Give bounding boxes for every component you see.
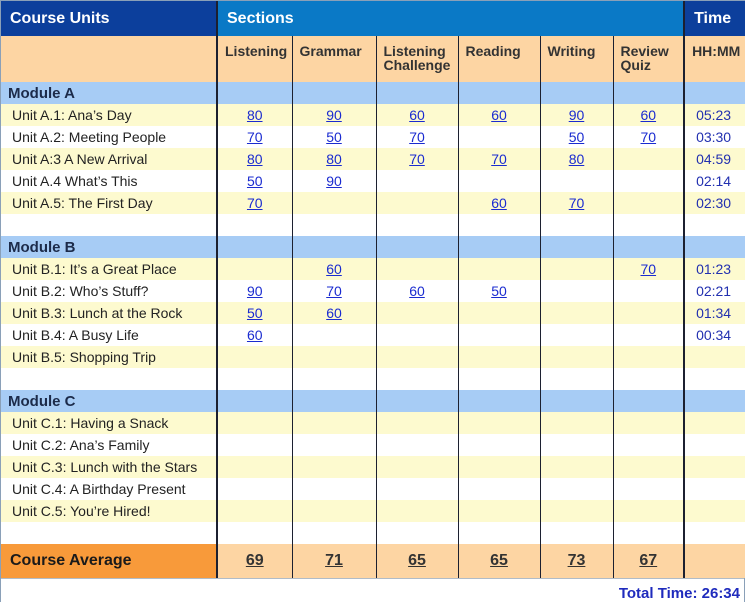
module-band-cell: [613, 236, 684, 258]
spacer-cell: [613, 522, 684, 544]
unit-time: 03:30: [684, 126, 745, 148]
score-cell: [217, 478, 292, 500]
average-value: 65: [458, 544, 540, 578]
score-cell: [540, 258, 613, 280]
spacer-cell: [292, 214, 376, 236]
header-row: [1, 1, 745, 36]
score-link[interactable]: 50: [491, 283, 507, 299]
score-cell: [217, 434, 292, 456]
score-cell: [292, 500, 376, 522]
score-link[interactable]: 60: [326, 261, 342, 277]
module-band-cell: [376, 82, 458, 104]
score-cell: [458, 434, 540, 456]
unit-time: 02:14: [684, 170, 745, 192]
score-link[interactable]: 70: [409, 151, 425, 167]
column-header-listening: Listening: [217, 36, 292, 82]
score-cell: [376, 412, 458, 434]
column-header-review-quiz: Review Quiz: [613, 36, 684, 82]
unit-row: [1, 258, 745, 280]
unit-row: [1, 302, 745, 324]
score-cell: [613, 456, 684, 478]
unit-name: Unit B.4: A Busy Life: [1, 324, 217, 346]
unit-time: 02:30: [684, 192, 745, 214]
score-cell: [613, 434, 684, 456]
score-cell: [376, 346, 458, 368]
score-cell: [613, 192, 684, 214]
score-link[interactable]: 80: [246, 107, 263, 123]
score-cell: [540, 324, 613, 346]
unit-time: [684, 412, 745, 434]
score-cell: [292, 126, 376, 148]
score-cell: [292, 434, 376, 456]
score-link[interactable]: 50: [326, 129, 342, 145]
score-cell: [292, 280, 376, 302]
score-cell: [376, 500, 458, 522]
score-cell: [540, 478, 613, 500]
unit-row: [1, 126, 745, 148]
score-link[interactable]: 60: [640, 107, 657, 123]
score-cell: [376, 456, 458, 478]
score-cell: [292, 170, 376, 192]
spacer-cell: [292, 522, 376, 544]
score-cell: [458, 324, 540, 346]
score-cell: [217, 500, 292, 522]
module-band-cell: [292, 82, 376, 104]
spacer-cell: [458, 214, 540, 236]
spacer-cell: [1, 368, 217, 390]
score-link[interactable]: 50: [246, 173, 263, 189]
spacer-row: [1, 368, 745, 390]
score-link[interactable]: 80: [326, 151, 342, 167]
column-header-reading: Reading: [458, 36, 540, 82]
score-cell: [376, 324, 458, 346]
module-band-cell: [684, 82, 745, 104]
unit-name: Unit A.2: Meeting People: [1, 126, 217, 148]
score-cell: [292, 258, 376, 280]
score-cell: [540, 500, 613, 522]
spacer-cell: [217, 214, 292, 236]
unit-name: Unit C.3: Lunch with the Stars: [1, 456, 217, 478]
score-cell: [458, 302, 540, 324]
score-link[interactable]: 80: [568, 151, 585, 167]
score-link[interactable]: 90: [326, 173, 342, 189]
module-band-cell: [684, 390, 745, 412]
module-band-cell: [684, 236, 745, 258]
score-cell: [217, 126, 292, 148]
spacer-row: [1, 522, 745, 544]
module-band-cell: [458, 236, 540, 258]
score-cell: [376, 280, 458, 302]
score-cell: [458, 104, 540, 126]
unit-time: [684, 500, 745, 522]
unit-time: 04:59: [684, 148, 745, 170]
spacer-cell: [540, 368, 613, 390]
score-cell: [458, 346, 540, 368]
spacer-cell: [458, 368, 540, 390]
spacer-cell: [217, 368, 292, 390]
unit-name: Unit A.1: Ana’s Day: [1, 104, 217, 126]
unit-row: [1, 456, 745, 478]
module-band-cell: [217, 390, 292, 412]
module-band-cell: [292, 390, 376, 412]
score-cell: [376, 148, 458, 170]
unit-row: [1, 192, 745, 214]
average-value: 71: [292, 544, 376, 578]
score-cell: [613, 126, 684, 148]
time-header: Time: [684, 1, 745, 36]
score-link[interactable]: 70: [326, 283, 342, 299]
unit-time: 02:21: [684, 280, 745, 302]
score-cell: [458, 126, 540, 148]
module-row: [1, 82, 745, 104]
score-cell: [540, 148, 613, 170]
score-cell: [376, 434, 458, 456]
score-cell: [376, 258, 458, 280]
module-band-cell: [458, 82, 540, 104]
score-cell: [613, 324, 684, 346]
module-title: Module C: [1, 390, 217, 412]
score-cell: [376, 170, 458, 192]
column-header-grammar: Grammar: [292, 36, 376, 82]
score-cell: [613, 258, 684, 280]
score-cell: [217, 280, 292, 302]
module-band-cell: [540, 236, 613, 258]
course-average-row: [1, 544, 745, 578]
unit-time: 01:34: [684, 302, 745, 324]
unit-name: Unit B.1: It’s a Great Place: [1, 258, 217, 280]
score-link[interactable]: 80: [246, 151, 263, 167]
score-cell: [613, 280, 684, 302]
average-value: 69: [217, 544, 292, 578]
spacer-cell: [540, 522, 613, 544]
unit-time: [684, 346, 745, 368]
table-body: [1, 82, 745, 544]
score-cell: [458, 456, 540, 478]
unit-row: [1, 104, 745, 126]
score-cell: [376, 192, 458, 214]
score-cell: [376, 302, 458, 324]
score-cell: [540, 412, 613, 434]
score-cell: [458, 478, 540, 500]
score-cell: [217, 170, 292, 192]
score-cell: [540, 302, 613, 324]
total-time: Total Time: 26:34: [1, 578, 744, 608]
score-cell: [292, 302, 376, 324]
score-cell: [540, 456, 613, 478]
unit-time: 05:23: [684, 104, 745, 126]
score-link[interactable]: 50: [246, 305, 263, 321]
score-cell: [292, 104, 376, 126]
module-band-cell: [540, 82, 613, 104]
unit-name: Unit C.1: Having a Snack: [1, 412, 217, 434]
score-cell: [613, 170, 684, 192]
unit-row: [1, 324, 745, 346]
spacer-cell: [217, 522, 292, 544]
unit-name: Unit C.4: A Birthday Present: [1, 478, 217, 500]
unit-name: Unit A.5: The First Day: [1, 192, 217, 214]
score-cell: [376, 104, 458, 126]
spacer-cell: [613, 368, 684, 390]
unit-row: [1, 500, 745, 522]
score-cell: [292, 346, 376, 368]
average-value: 67: [613, 544, 684, 578]
module-band-cell: [376, 236, 458, 258]
score-link[interactable]: 50: [568, 129, 585, 145]
column-header-writing: Writing: [540, 36, 613, 82]
score-link[interactable]: 70: [491, 151, 507, 167]
average-time-blank: [684, 544, 745, 578]
score-cell: [292, 192, 376, 214]
spacer-cell: [458, 522, 540, 544]
score-cell: [292, 324, 376, 346]
score-cell: [540, 434, 613, 456]
spacer-cell: [376, 368, 458, 390]
score-cell: [217, 324, 292, 346]
score-cell: [540, 104, 613, 126]
score-link[interactable]: 70: [409, 129, 425, 145]
spacer-cell: [376, 522, 458, 544]
unit-row: [1, 478, 745, 500]
module-title: Module A: [1, 82, 217, 104]
score-cell: [458, 258, 540, 280]
score-cell: [613, 302, 684, 324]
spacer-cell: [376, 214, 458, 236]
spacer-cell: [1, 522, 217, 544]
module-row: [1, 236, 745, 258]
column-header-time-format: HH:MM: [684, 36, 745, 82]
score-cell: [613, 412, 684, 434]
unit-time: 01:23: [684, 258, 745, 280]
spacer-cell: [540, 214, 613, 236]
score-cell: [613, 148, 684, 170]
unit-row: [1, 148, 745, 170]
score-cell: [292, 412, 376, 434]
column-header-row: [1, 36, 745, 82]
score-link[interactable]: 70: [246, 195, 263, 211]
score-link[interactable]: 70: [640, 129, 657, 145]
score-cell: [613, 346, 684, 368]
score-cell: [217, 192, 292, 214]
module-band-cell: [540, 390, 613, 412]
score-cell: [613, 104, 684, 126]
module-band-cell: [613, 390, 684, 412]
score-cell: [217, 456, 292, 478]
score-link[interactable]: 60: [409, 283, 425, 299]
unit-time: [684, 456, 745, 478]
score-cell: [292, 478, 376, 500]
unit-name: Unit A.4 What’s This: [1, 170, 217, 192]
score-cell: [540, 192, 613, 214]
unit-time: [684, 478, 745, 500]
score-cell: [217, 412, 292, 434]
score-cell: [458, 148, 540, 170]
unit-row: [1, 346, 745, 368]
score-link[interactable]: 60: [409, 107, 425, 123]
score-cell: [458, 500, 540, 522]
course-units-header: Course Units: [1, 1, 217, 36]
score-cell: [540, 126, 613, 148]
unit-name: Unit C.5: You’re Hired!: [1, 500, 217, 522]
score-link[interactable]: 70: [246, 129, 263, 145]
spacer-cell: [292, 368, 376, 390]
progress-table: [1, 1, 745, 578]
score-cell: [458, 280, 540, 302]
course-average-label: Course Average: [1, 544, 217, 578]
spacer-cell: [684, 522, 745, 544]
spacer-cell: [684, 214, 745, 236]
average-value: 65: [376, 544, 458, 578]
score-link[interactable]: 90: [326, 107, 342, 123]
score-cell: [217, 148, 292, 170]
unit-name: Unit C.2: Ana’s Family: [1, 434, 217, 456]
unit-name: Unit B.5: Shopping Trip: [1, 346, 217, 368]
spacer-cell: [684, 368, 745, 390]
spacer-row: [1, 214, 745, 236]
score-link[interactable]: 60: [491, 195, 507, 211]
unit-row: [1, 170, 745, 192]
unit-time: [684, 434, 745, 456]
unit-name: Unit A:3 A New Arrival: [1, 148, 217, 170]
spacer-cell: [613, 214, 684, 236]
module-band-cell: [292, 236, 376, 258]
score-cell: [376, 126, 458, 148]
unit-time: 00:34: [684, 324, 745, 346]
score-link[interactable]: 60: [326, 305, 342, 321]
module-band-cell: [458, 390, 540, 412]
score-cell: [458, 192, 540, 214]
score-link[interactable]: 70: [640, 261, 657, 277]
score-cell: [613, 478, 684, 500]
module-band-cell: [376, 390, 458, 412]
unit-row: [1, 280, 745, 302]
average-value: 73: [540, 544, 613, 578]
score-cell: [540, 346, 613, 368]
unit-name: Unit B.2: Who’s Stuff?: [1, 280, 217, 302]
score-cell: [217, 258, 292, 280]
sections-header: Sections: [217, 1, 684, 36]
column-header-listening-challenge: Listening Challenge: [376, 36, 458, 82]
unit-name: Unit B.3: Lunch at the Rock: [1, 302, 217, 324]
score-cell: [217, 104, 292, 126]
module-band-cell: [613, 82, 684, 104]
module-band-cell: [217, 236, 292, 258]
score-link[interactable]: 60: [246, 327, 263, 343]
module-title: Module B: [1, 236, 217, 258]
score-cell: [540, 280, 613, 302]
score-cell: [217, 302, 292, 324]
score-cell: [458, 170, 540, 192]
spacer-cell: [1, 214, 217, 236]
score-link[interactable]: 60: [491, 107, 507, 123]
unit-row: [1, 412, 745, 434]
module-band-cell: [217, 82, 292, 104]
score-cell: [217, 346, 292, 368]
score-link[interactable]: 70: [568, 195, 585, 211]
score-cell: [613, 500, 684, 522]
score-cell: [458, 412, 540, 434]
column-header-blank: [1, 36, 217, 82]
score-cell: [292, 148, 376, 170]
score-cell: [540, 170, 613, 192]
score-link[interactable]: 90: [246, 283, 263, 299]
unit-row: [1, 434, 745, 456]
module-row: [1, 390, 745, 412]
score-cell: [376, 478, 458, 500]
score-link[interactable]: 90: [568, 107, 585, 123]
score-cell: [292, 456, 376, 478]
